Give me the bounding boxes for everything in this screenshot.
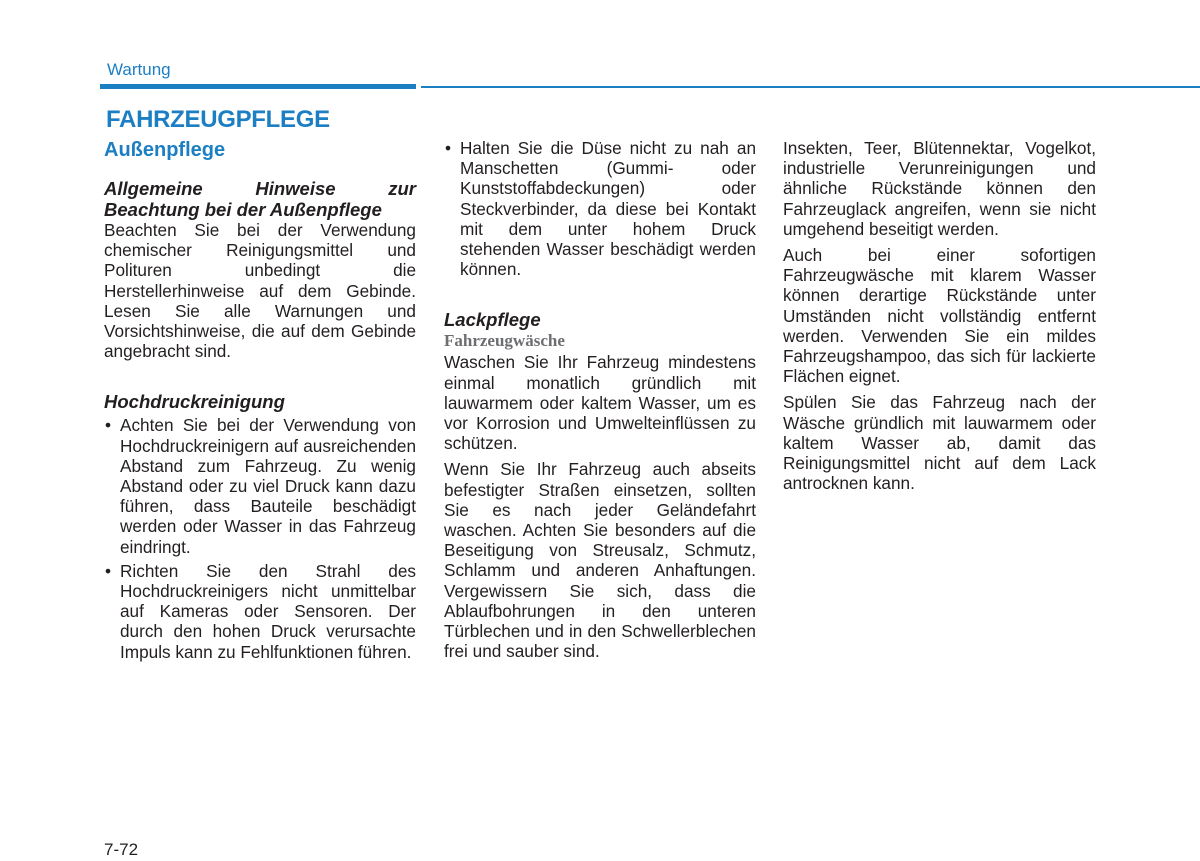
bullet-item: • Richten Sie den Strahl des Hochdruckreinigers nicht unmittelbar auf Kameras oder Sensoren. Der durch den hohen Druck verursachte Impuls kann zu Fehlfunktionen führen. xyxy=(104,561,416,662)
header-rule-thin xyxy=(421,86,1200,88)
page-title: FAHRZEUGPFLEGE xyxy=(106,106,330,133)
section-label: Wartung xyxy=(107,60,171,79)
subheading-lackpflege: Lackpflege xyxy=(444,309,541,331)
subheading-fahrzeugwaesche: Fahrzeugwäsche xyxy=(444,331,565,351)
bullet-list-hochdruck xyxy=(104,415,416,661)
paragraph-waschen: Waschen Sie Ihr Fahrzeug mindestens einmal monatlich gründlich mit lauwarmem oder kaltem Wasser, um es vor Korrosion und Umwelteinflüssen zu schützen. xyxy=(444,352,756,454)
subheading-allgemeine-hinweise: Allgemeine Hinweise zur Beachtung bei der Außenpflege xyxy=(104,178,416,220)
column-1 xyxy=(104,138,416,662)
subheading-hochdruckreinigung: Hochdruckreinigung xyxy=(104,391,285,413)
bullet-list-duese xyxy=(444,138,756,279)
page-number: 7-72 xyxy=(104,840,139,859)
column-3 xyxy=(783,138,1096,493)
heading-aussenpflege: Außenpflege xyxy=(104,139,226,161)
paragraph-intro: Beachten Sie bei der Verwendung chemischer Reinigungsmittel und Polituren unbedingt die Herstellerhinweise auf dem Gebinde. Lesen Sie alle Warnungen und Vorsichtshinweise, die auf dem Gebinde angebracht sind. xyxy=(104,220,416,362)
column-2 xyxy=(444,138,756,661)
paragraph-spuelen: Spülen Sie das Fahrzeug nach der Wäsche gründlich mit lauwarmem oder kaltem Wasser ab, damit das Reinigungsmittel nicht auf dem Lack antrocknen kann. xyxy=(783,392,1096,494)
paragraph-insekten: Insekten, Teer, Blütennektar, Vogelkot, industrielle Verunreinigungen und ähnliche Rückstände können den Fahrzeuglack angreifen, wenn sie nicht umgehend beseitigt werden. xyxy=(783,138,1096,239)
bullet-item: • Halten Sie die Düse nicht zu nah an Manschetten (Gummi- oder Kunststoffabdeckungen) oder Steckverbinder, da diese bei Kontakt mit dem unter hohem Druck stehenden Wasser beschädigt werden können. xyxy=(444,138,756,279)
paragraph-gelaendefahrt: Wenn Sie Ihr Fahrzeug auch abseits befestigter Straßen einsetzen, sollten Sie es nach jeder Geländefahrt waschen. Achten Sie besonders auf die Beseitigung von Streusalz, Schmutz, Schlamm und anderen Anhaftungen. Vergewissern Sie sich, dass die Ablaufbohrungen in den unteren Türblechen und in den Schwellerblechen frei und sauber sind. xyxy=(444,459,756,662)
paragraph-fahrzeugshampoo: Auch bei einer sofortigen Fahrzeugwäsche mit klarem Wasser können derartige Rückstände unter Umständen nicht vollständig entfernt werden. Verwenden Sie ein mildes Fahrzeugshampoo, das sich für lackierte Flächen eignet. xyxy=(783,245,1096,387)
header-rule-thick xyxy=(100,84,416,89)
bullet-item: • Achten Sie bei der Verwendung von Hochdruckreinigern auf ausreichenden Abstand zum Fahrzeug. Zu wenig Abstand oder zu viel Druck kann dazu führen, dass Bauteile beschädigt werden oder Wasser in das Fahrzeug eindringt. xyxy=(104,415,416,556)
